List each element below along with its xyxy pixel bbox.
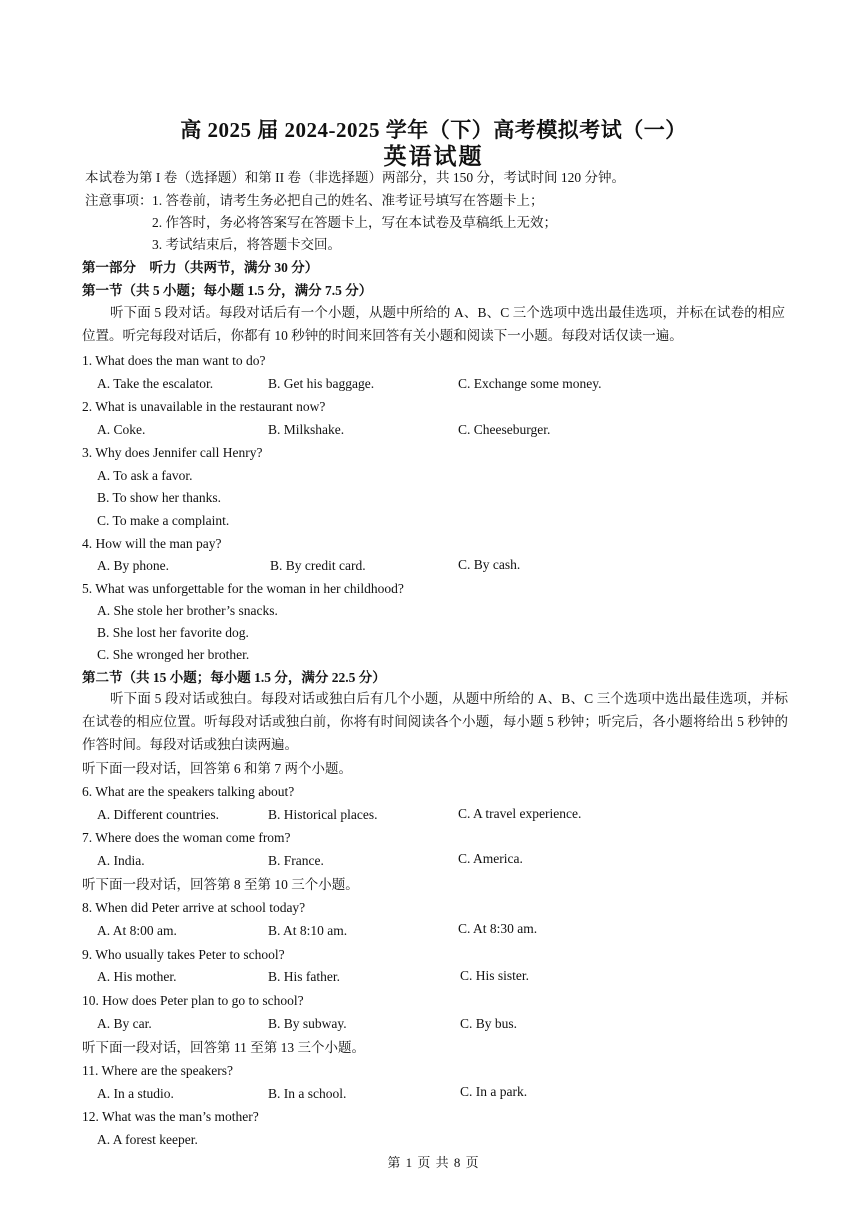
question-1-option-b: B. Get his baggage. xyxy=(268,376,375,391)
question-8-option-a: A. At 8:00 am. xyxy=(97,923,177,938)
question-3-option-b: B. To show her thanks. xyxy=(97,490,222,505)
note-2: 2. 作答时，务必将答案写在答题卡上，写在本试卷及草稿纸上无效； xyxy=(152,215,557,230)
question-1-option-c: C. Exchange some money. xyxy=(458,376,602,391)
question-11-stem: 11. Where are the speakers? xyxy=(82,1063,234,1078)
question-4-option-a: A. By phone. xyxy=(97,558,169,573)
question-5-option-b: B. She lost her favorite dog. xyxy=(97,625,249,640)
question-6-option-c: C. A travel experience. xyxy=(458,806,582,821)
question-10-option-a: A. By car. xyxy=(97,1016,152,1031)
page-number: 第 1 页 共 8 页 xyxy=(387,1155,480,1170)
question-9-option-b: B. His father. xyxy=(268,969,340,984)
section2-instructions: 听下面 5 段对话或独白。每段对话或独白后有几个小题，从题中所给的 A、B、C 三个选项中选出最佳选项，并标在试卷的相应位置。听每段对话或独白前，你将有时间阅读各个小题，每小题 5 秒钟；听完后，各小题将给出 5 秒钟的作答时间。每段对话或独白读两遍。 xyxy=(82,691,788,752)
question-1-option-a: A. Take the escalator. xyxy=(97,376,214,391)
question-1-stem: 1. What does the man want to do? xyxy=(82,353,266,368)
exam-summary: 本试卷为第 I 卷（选择题）和第 II 卷（非选择题）两部分，共 150 分，考试时间 120 分钟。 xyxy=(85,170,625,185)
dialogue-group-11-13: 听下面一段对话，回答第 11 至第 13 三个小题。 xyxy=(82,1040,365,1055)
question-4-option-b: B. By credit card. xyxy=(270,558,366,573)
exam-subject-title: 英语试题 xyxy=(383,144,484,169)
note-3: 3. 考试结束后，将答题卡交回。 xyxy=(152,237,341,252)
question-5-stem: 5. What was unforgettable for the woman in her childhood? xyxy=(82,581,404,596)
question-5-option-a: A. She stole her brother’s snacks. xyxy=(97,603,278,618)
question-7-stem: 7. Where does the woman come from? xyxy=(82,830,291,845)
question-4-option-c: C. By cash. xyxy=(458,557,521,572)
question-9-option-a: A. His mother. xyxy=(97,969,177,984)
question-11-option-b: B. In a school. xyxy=(268,1086,347,1101)
question-9-stem: 9. Who usually takes Peter to school? xyxy=(82,947,285,962)
question-8-option-b: B. At 8:10 am. xyxy=(268,923,348,938)
question-7-option-a: A. India. xyxy=(97,853,145,868)
question-3-option-c: C. To make a complaint. xyxy=(97,513,230,528)
question-6-option-b: B. Historical places. xyxy=(268,807,378,822)
question-8-stem: 8. When did Peter arrive at school today? xyxy=(82,900,306,915)
question-3-stem: 3. Why does Jennifer call Henry? xyxy=(82,445,263,460)
question-2-option-b: B. Milkshake. xyxy=(268,422,345,437)
note-1: 1. 答卷前，请考生务必把自己的姓名、准考证号填写在答题卡上； xyxy=(152,193,544,208)
question-6-stem: 6. What are the speakers talking about? xyxy=(82,784,295,799)
section1-heading: 第一节（共 5 小题；每小题 1.5 分，满分 7.5 分） xyxy=(82,283,373,298)
question-9-option-c: C. His sister. xyxy=(460,968,530,983)
question-2-stem: 2. What is unavailable in the restaurant now? xyxy=(82,399,326,414)
exam-title: 高 2025 届 2024-2025 学年（下）高考模拟考试（一） xyxy=(180,118,687,142)
question-2-option-c: C. Cheeseburger. xyxy=(458,422,551,437)
question-12-stem: 12. What was the man’s mother? xyxy=(82,1109,259,1124)
question-4-stem: 4. How will the man pay? xyxy=(82,536,222,551)
question-8-option-c: C. At 8:30 am. xyxy=(458,921,538,936)
part1-heading: 第一部分 听力（共两节，满分 30 分） xyxy=(82,260,319,275)
question-10-stem: 10. How does Peter plan to go to school? xyxy=(82,993,304,1008)
question-7-option-c: C. America. xyxy=(458,851,523,866)
question-3-option-a: A. To ask a favor. xyxy=(97,468,193,483)
question-10-option-c: C. By bus. xyxy=(460,1016,518,1031)
question-7-option-b: B. France. xyxy=(268,853,324,868)
question-12-option-a: A. A forest keeper. xyxy=(97,1132,198,1147)
question-10-option-b: B. By subway. xyxy=(268,1016,347,1031)
notes-label: 注意事项： xyxy=(85,193,153,208)
question-6-option-a: A. Different countries. xyxy=(97,807,219,822)
question-5-option-c: C. She wronged her brother. xyxy=(97,647,250,662)
section2-heading: 第二节（共 15 小题；每小题 1.5 分，满分 22.5 分） xyxy=(82,670,386,685)
dialogue-group-6-7: 听下面一段对话，回答第 6 和第 7 两个小题。 xyxy=(82,761,352,776)
question-11-option-a: A. In a studio. xyxy=(97,1086,174,1101)
question-11-option-c: C. In a park. xyxy=(460,1084,528,1099)
section1-instructions: 听下面 5 段对话。每段对话后有一个小题，从题中所给的 A、B、C 三个选项中选出最佳选项，并标在试卷的相应位置。听完每段对话后，你都有 10 秒钟的时间来回答有关小题和阅读下一小题。每段对话仅读一遍。 xyxy=(82,305,785,343)
dialogue-group-8-10: 听下面一段对话，回答第 8 至第 10 三个小题。 xyxy=(82,877,359,892)
question-2-option-a: A. Coke. xyxy=(97,422,146,437)
